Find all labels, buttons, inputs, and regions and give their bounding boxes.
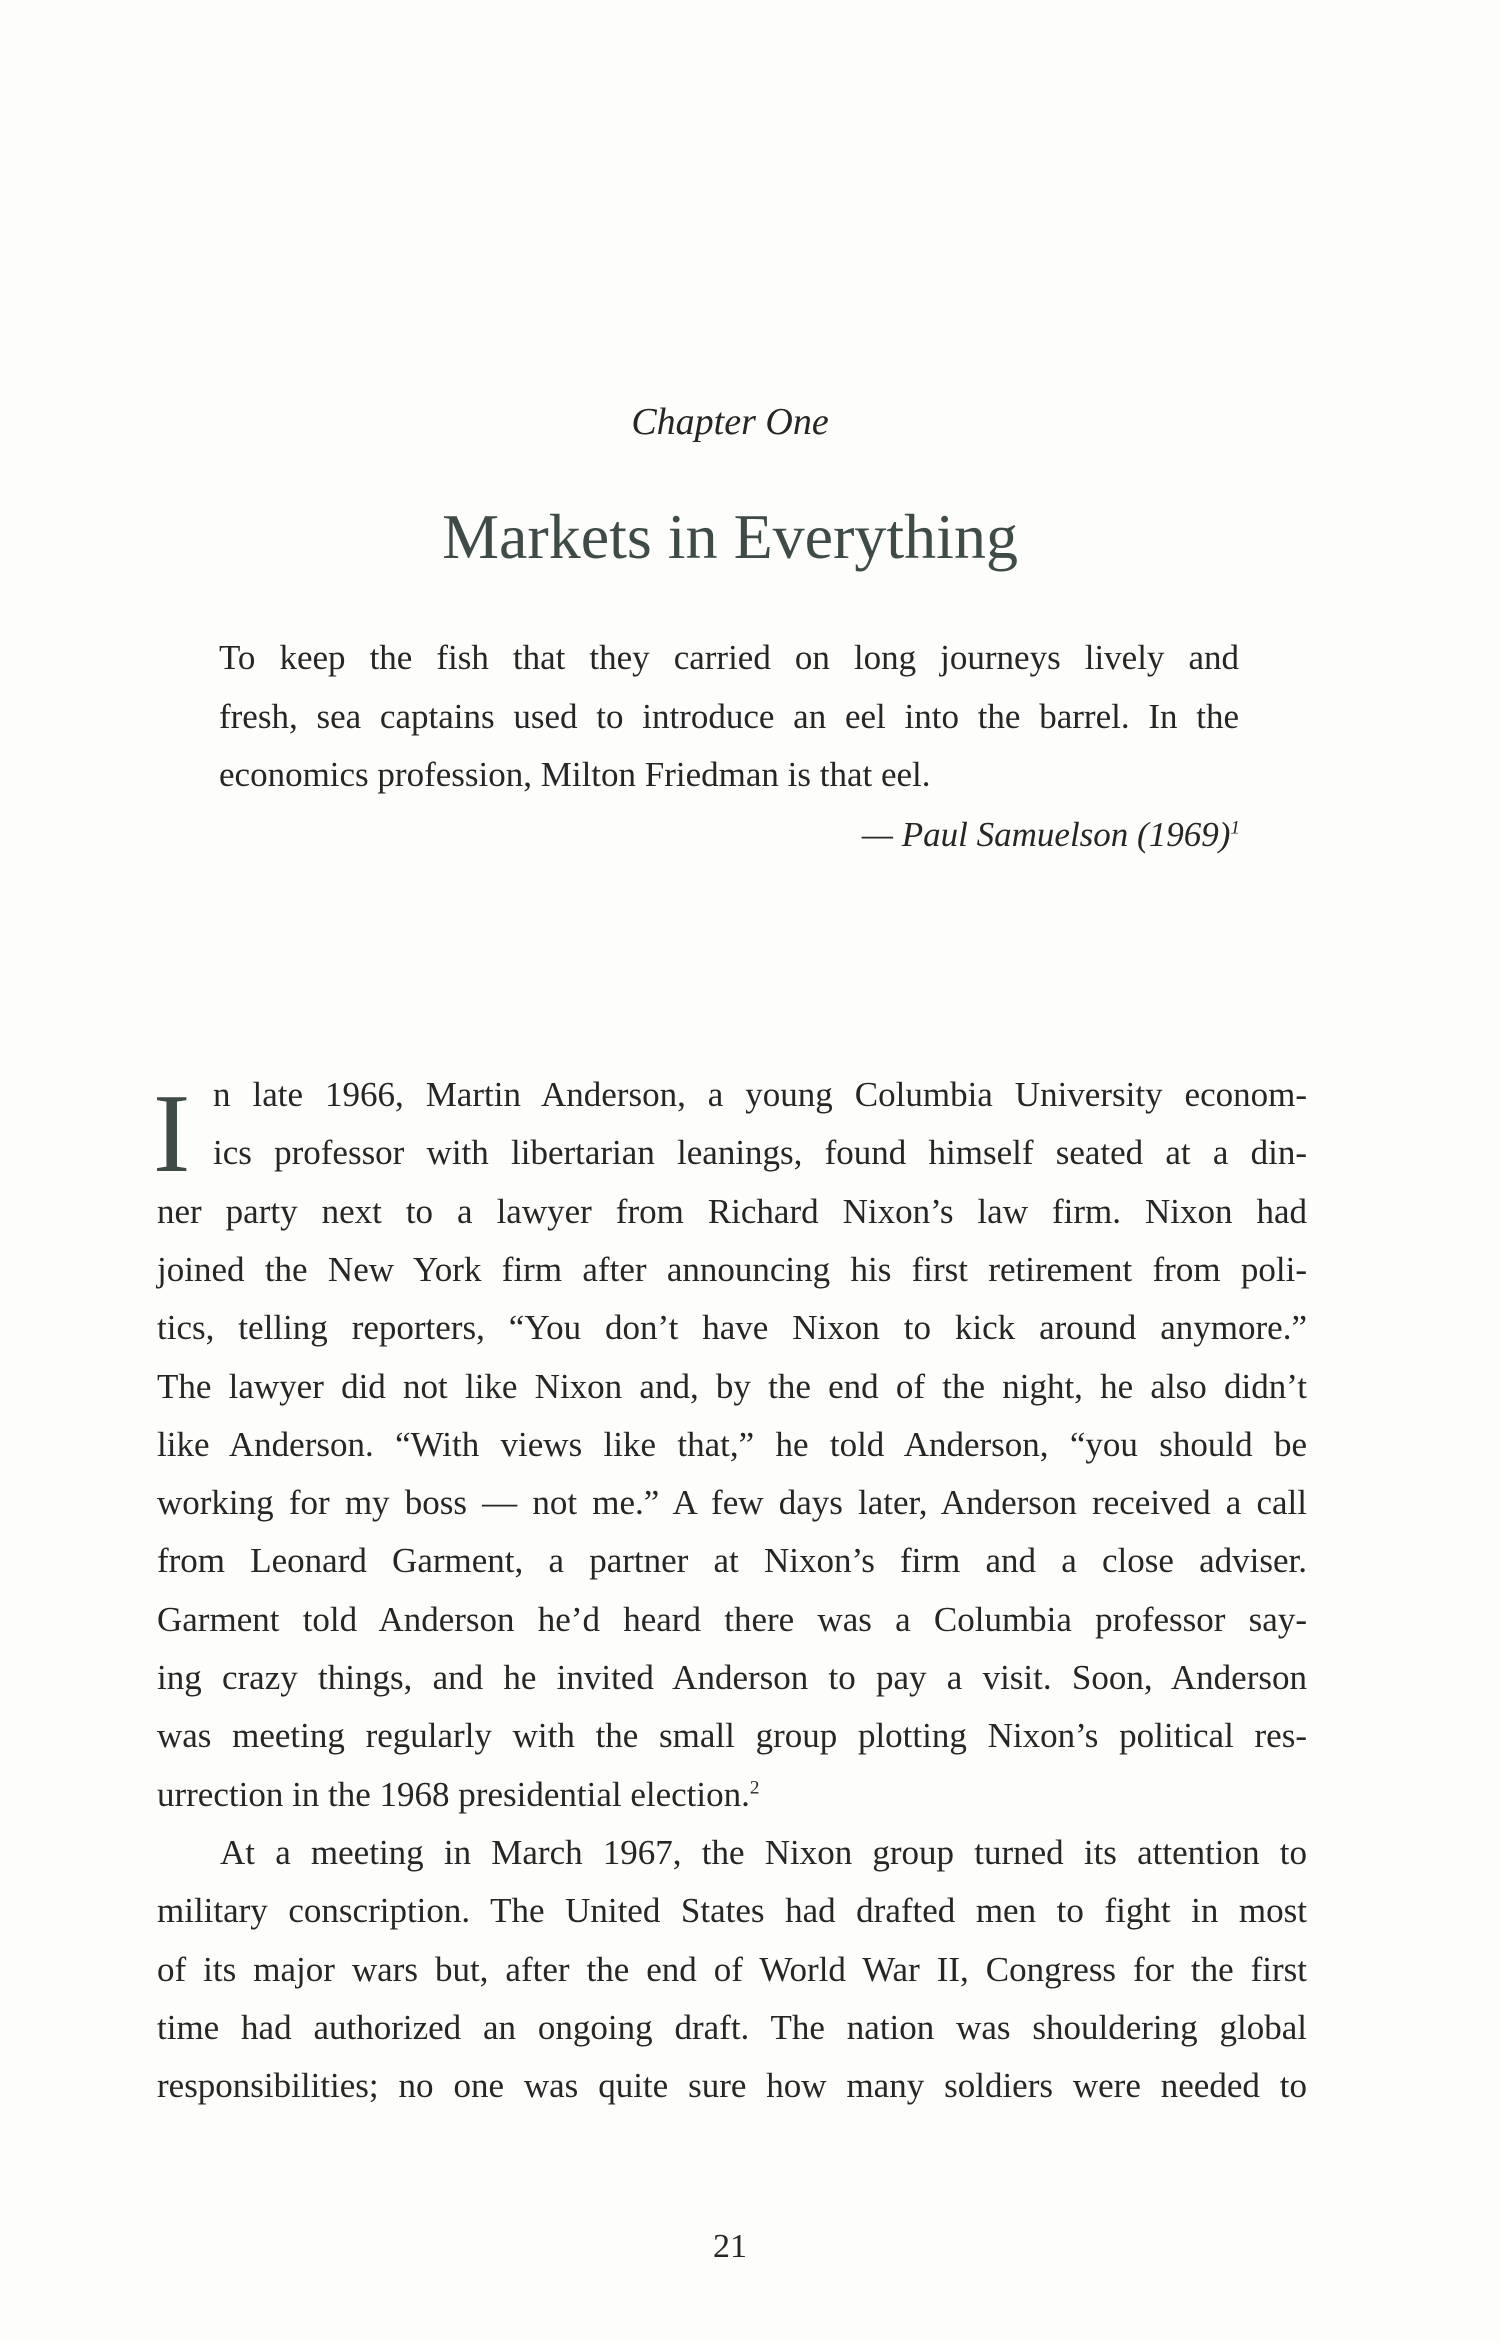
body-line: like Anderson. “With views like that,” he told Anderson, “you should be xyxy=(157,1424,1307,1464)
body-line: n late 1966, Martin Anderson, a young Columbia University econom- xyxy=(213,1075,1307,1114)
epigraph-line: To keep the fish that they carried on long journeys lively and xyxy=(219,638,1239,677)
epigraph-line: economics profession, Milton Friedman is that eel. xyxy=(219,755,931,794)
drop-cap: I xyxy=(153,1072,191,1196)
body-line: tics, telling reporters, “You don’t have Nixon to kick around anymore.” xyxy=(157,1308,1307,1348)
body-line: military conscription. The United States had drafted men to fight in most xyxy=(157,1891,1307,1931)
body-line: At a meeting in March 1967, the Nixon group turned its attention to xyxy=(220,1832,1307,1872)
page-number: 21 xyxy=(713,2228,747,2265)
body-line: Garment told Anderson he’d heard there was a Columbia professor say- xyxy=(157,1599,1307,1639)
attribution-text: — Paul Samuelson (1969) xyxy=(861,815,1231,854)
epigraph-attribution xyxy=(800,815,1240,855)
body-line: time had authorized an ongoing draft. The nation was shouldering global xyxy=(157,2007,1307,2047)
footnote-marker: 2 xyxy=(749,1776,760,1798)
body-line: was meeting regularly with the small group plotting Nixon’s political res- xyxy=(157,1716,1307,1756)
body-line: ics professor with libertarian leanings, found himself seated at a din- xyxy=(213,1133,1307,1173)
body-line: working for my boss — not me.” A few days later, Anderson received a call xyxy=(157,1483,1307,1523)
body-line: from Leonard Garment, a partner at Nixon’s firm and a close adviser. xyxy=(157,1541,1307,1581)
body-line: responsibilities; no one was quite sure how many soldiers were needed to xyxy=(157,2066,1307,2106)
chapter-label: Chapter One xyxy=(631,401,829,443)
chapter-title: Markets in Everything xyxy=(442,501,1018,572)
body-line: of its major wars but, after the end of World War II, Congress for the first xyxy=(157,1949,1307,1989)
footnote-marker: 1 xyxy=(1230,817,1240,839)
body-line: joined the New York firm after announcing his first retirement from poli- xyxy=(157,1249,1307,1289)
body-line-text: urrection in the 1968 presidential election. xyxy=(157,1774,750,1814)
body-line: ner party next to a lawyer from Richard Nixon’s law firm. Nixon had xyxy=(157,1191,1307,1231)
epigraph-line: fresh, sea captains used to introduce an eel into the barrel. In the xyxy=(219,697,1239,736)
body-line xyxy=(157,1775,1307,1815)
body-line: The lawyer did not like Nixon and, by the end of the night, he also didn’t xyxy=(157,1366,1307,1406)
body-line: ing crazy things, and he invited Anderson to pay a visit. Soon, Anderson xyxy=(157,1658,1307,1697)
